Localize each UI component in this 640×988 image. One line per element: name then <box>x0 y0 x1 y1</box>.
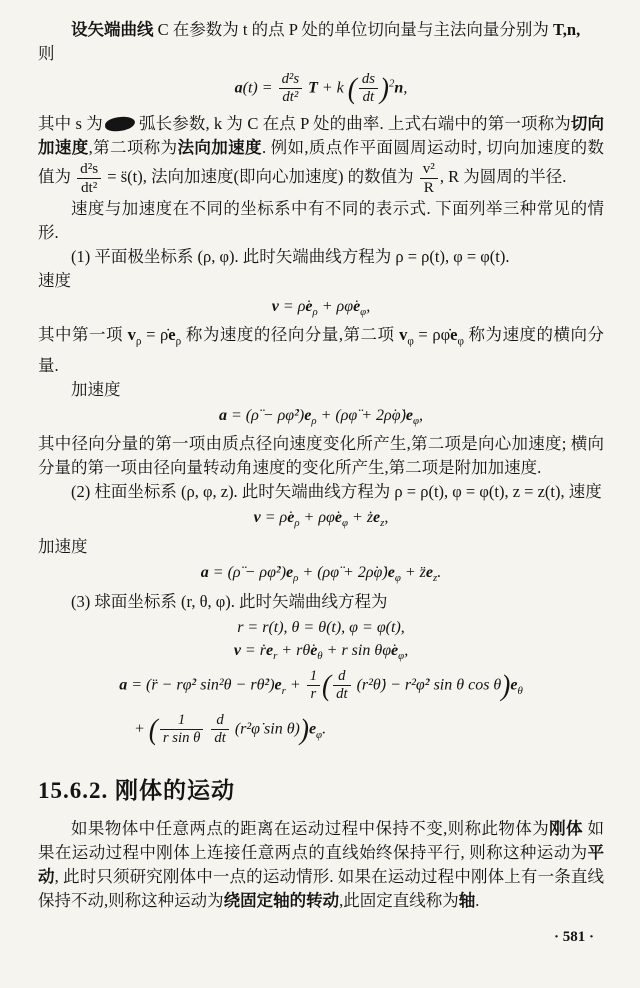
formula-velocity-polar: $v = \rhȯe_\rho$ + $\rho\varphi̇e_\varphi$, <box>271 297 371 318</box>
paragraph-coordinate-systems-intro: 速度与加速度在不同的坐标系中有不同的表示式. 下面列举三种常见的情形. <box>38 198 604 242</box>
paragraph-cylindrical-coordinates: (2) 柱面坐标系 (ρ, φ, z). 此时矢端曲线方程为 ρ = ρ(t), φ = φ(t), z = z(t), 速度 <box>71 482 602 502</box>
math-fraction: $\frac{d}{dt}$ <box>209 712 230 748</box>
math-fraction: $\frac{\text{v²}}{R}$ <box>418 160 440 197</box>
big-parenthesis: ( <box>148 712 158 746</box>
paragraph-intro: 设矢端曲线 C 在参数为 t 的点 P 处的单位切向量与主法向量分别为 T,n, <box>71 20 581 39</box>
math-fraction: $\frac{\text{d²s}}{\text{dt²}}$ <box>277 71 305 107</box>
paragraph-tangential-normal-acceleration: 其中 s 为 弧长参数, k 为 C 在点 P 处的曲率. 上式右端中的第一项称为切向加速度,第二项称为法向加速度. 例如,质点作平面圆周运动时, 切向加速度的数值为 $\frac{\text{d²s}}{\text{dt²}}$ = s̈(t), 法向加速度(即向心加速度) 的数值为 $\frac{\text{v²}}{R}$ , R 为圆周的半径. <box>38 113 605 196</box>
line-then: 则 <box>38 44 55 63</box>
paragraph-polar-coordinates: (1) 平面极坐标系 (ρ, φ). 此时矢端曲线方程为 ρ = ρ(t), φ = φ(t). <box>71 246 510 266</box>
big-parenthesis: ) <box>501 668 511 702</box>
paragraph-acceleration-components: 其中径向分量的第一项由质点径向速度变化所产生,第二项是向心加速度; 横向分量的第一项由径向量转动角速度的变化所产生,第二项是附加加速度. <box>38 434 604 478</box>
math-fraction: $\frac{ds}{dt}$ <box>357 71 380 107</box>
big-parenthesis: ) <box>299 712 309 746</box>
page-number: · 581 · <box>553 928 594 945</box>
section-title: 刚体的运动 <box>115 777 235 803</box>
formula-acceleration-tangent-normal: a(t) = $\frac{\text{d²s}}{\text{dt²}}$ T + k ( $\frac{ds}{dt}$ )$^2$n, <box>234 71 408 106</box>
big-parenthesis: ( <box>322 668 332 702</box>
formula-spherical-parametrization: r = r(t), θ = θ(t), φ = φ(t), <box>237 618 405 636</box>
big-parenthesis: ( <box>347 71 357 105</box>
big-parenthesis: ) <box>379 71 389 105</box>
math-fraction: $\frac{\text{d²s}}{\text{dt²}}$ <box>75 160 103 197</box>
formula-acceleration-cylindrical: a = (ρ̈ − $\rho\varphi̇^2)e_\rho$ + (ρφ̈ + $2\rhȯ\varphi̇)e_\varphi$ + $z̈e_z$. <box>200 564 442 585</box>
label-velocity-polar: 速度 <box>38 270 71 290</box>
formula-acceleration-spherical-line2: + ( $\frac{1}{\text{r sin θ}}$ $\frac{d}{dt}$ (r²φ̇ $\sin \theta))e_\varphi$. <box>134 711 327 747</box>
formula-velocity-spherical: v = ṙe$_r$ + $r\thetȧe_\theta + r$ $\sin \theta\varphi̇e_\varphi$, <box>233 642 409 663</box>
formula-acceleration-polar: a = (ρ̈ − $\rho\varphi̇^2)e_\rho$ + (ρφ̈ + $2\rhȯ\varphi̇)e_\varphi$, <box>218 406 424 427</box>
math-fraction: $\frac{d}{dt}$ <box>331 668 352 704</box>
label-acceleration-cylindrical: 加速度 <box>38 537 88 557</box>
math-fraction: $\frac{1}{r}$ <box>305 668 322 704</box>
math-fraction: $\frac{1}{\text{r sin θ}}$ <box>158 712 206 748</box>
formula-acceleration-spherical-line1: a = (r̈ − rφ̇² $\sin^2\theta - r\thetȧ^2)e_r$ + $\frac{1}{r}$ ( $\frac{d}{dt}$ (r²θ̇) − r²φ̇² sin θ $\cos \theta)e_\theta$ <box>119 667 523 703</box>
paragraph-spherical-coordinates: (3) 球面坐标系 (r, θ, φ). 此时矢端曲线方程为 <box>71 591 388 611</box>
ink-blot <box>104 116 135 132</box>
section-heading <box>38 772 604 805</box>
paragraph-rigid-body: 如果物体中任意两点的距离在运动过程中保持不变,则称此物体为刚体 如果在运动过程中刚体上连接任意两点的直线始终保持平行, 则称这种运动为平动, 此时只须研究刚体中一点的运动情形. 如果在运动过程中刚体上有一条直线保持不动,则称这种运动为绕固定轴的转动,此固定直线称为轴. <box>38 818 605 910</box>
section-number: 15.6.2. <box>38 777 109 803</box>
paragraph-velocity-components: 其中第一项 $v_\rho$ = $\rhȯe_\rho$ 称为速度的径向分量,第二项 $v_\varphi$ = $\rho\varphi̇e_\varphi$ 称为速度的横向分量. <box>38 325 605 375</box>
label-acceleration-polar: 加速度 <box>71 379 121 399</box>
formula-velocity-cylindrical: $v = \rhȯe_\rho$ + $\rho\varphi̇e_\varphi$ + $że_z$, <box>253 509 389 530</box>
